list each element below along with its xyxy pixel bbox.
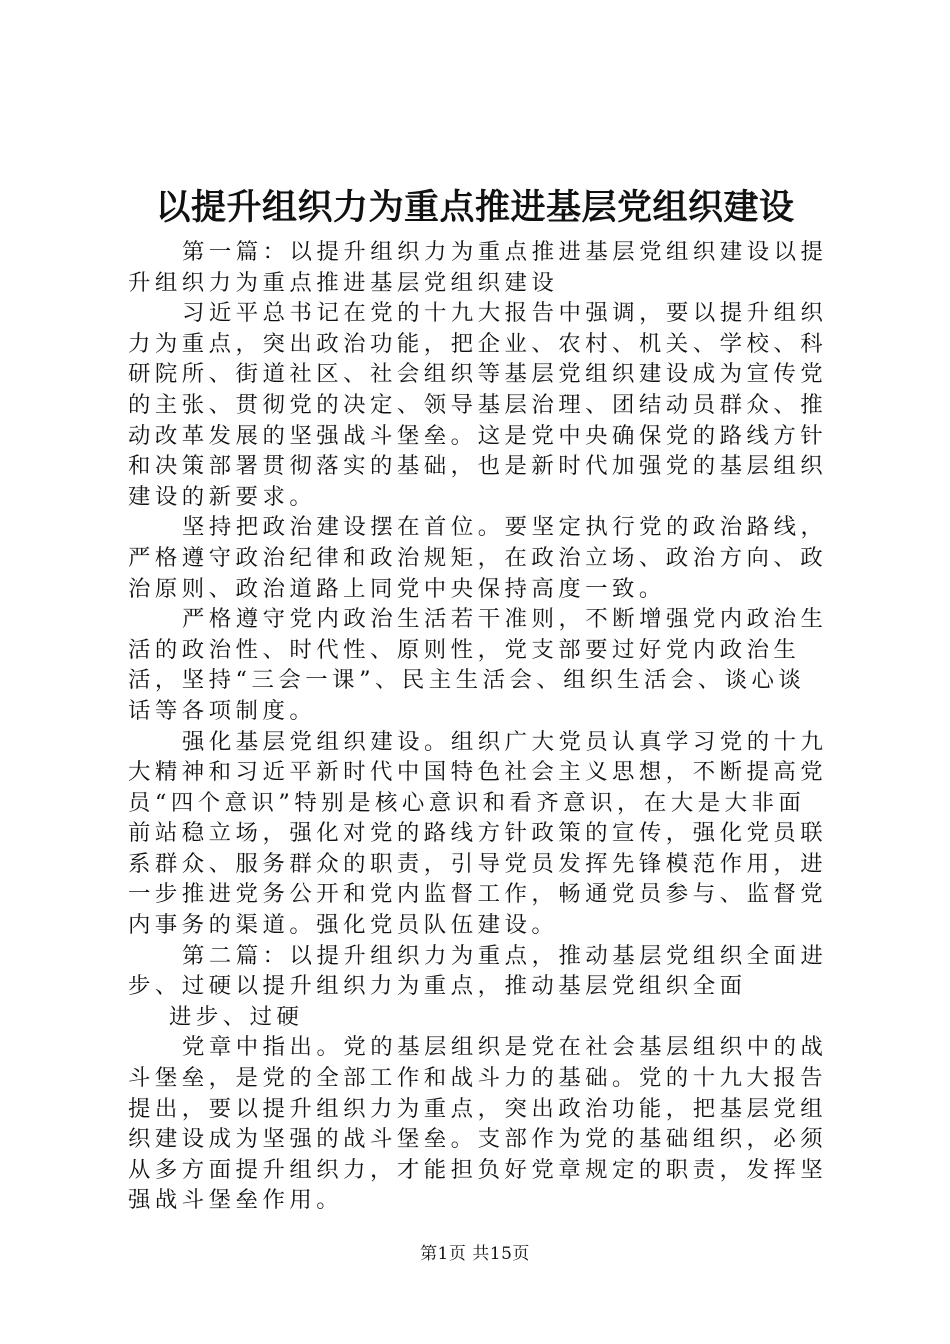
paragraph-political-building: 坚持把政治建设摆在首位。要坚定执行党的政治路线，严格遵守政治纪律和政治规矩，在政治立场、政治方向、政治原则、政治道路上同党中央保持高度一致。 <box>128 514 828 602</box>
paragraph-part-one-heading: 第一篇：以提升组织力为重点推进基层党组织建设以提升组织力为重点推进基层党组织建设 <box>128 239 828 296</box>
document-body <box>128 237 830 1216</box>
paragraph-grassroots-building: 强化基层党组织建设。组织广大党员认真学习党的十九大精神和习近平新时代中国特色社会主义思想，不断提高党员“四个意识”特别是核心意识和看齐意识，在大是大非面前站稳立场，强化对党的路线方针政策的宣传，强化党员联系群众、服务群众的职责，引导党员发挥先锋模范作用，进一步推进党务公开和党内监督工作，畅通党员参与、监督党内事务的渠道。强化党员队伍建设。 <box>128 728 828 939</box>
paragraph-intro: 习近平总书记在党的十九大报告中强调，要以提升组织力为重点，突出政治功能，把企业、农村、机关、学校、科研院所、街道社区、社会组织等基层党组织建设成为宣传党的主张、贯彻党的决定、领导基层治理、团结动员群众、推动改革发展的坚强战斗堡垒。这是党中央确保党的路线方针和决策部署贯彻落实的基础，也是新时代加强党的基层组织建设的新要求。 <box>128 300 828 510</box>
page-indicator: 第1页 共15页 <box>420 1244 530 1264</box>
paragraph-party-life: 严格遵守党内政治生活若干准则，不断增强党内政治生活的政治性、时代性、原则性，党支部要过好党内政治生活，坚持“三会一课”、民主生活会、组织生活会、谈心谈话等各项制度。 <box>128 606 828 724</box>
paragraph-part-two-heading: 第二篇：以提升组织力为重点，推动基层党组织全面进步、过硬以提升组织力为重点，推动基层党组织全面 <box>128 942 828 1000</box>
document-title: 以提升组织力为重点推进基层党组织建设 <box>155 188 795 228</box>
paragraph-part-two-heading-cont: 进步、过硬 <box>169 1003 304 1030</box>
paragraph-party-constitution: 党章中指出。党的基层组织是党在社会基层组织中的战斗堡垒，是党的全部工作和战斗力的基础。党的十九大报告提出，要以提升组织力为重点，突出政治功能，把基层党组织建设成为坚强的战斗堡垒。支部作为党的基础组织，必须从多方面提升组织力，才能担负好党章规定的职责，发挥坚强战斗堡垒作用。 <box>128 1034 828 1214</box>
